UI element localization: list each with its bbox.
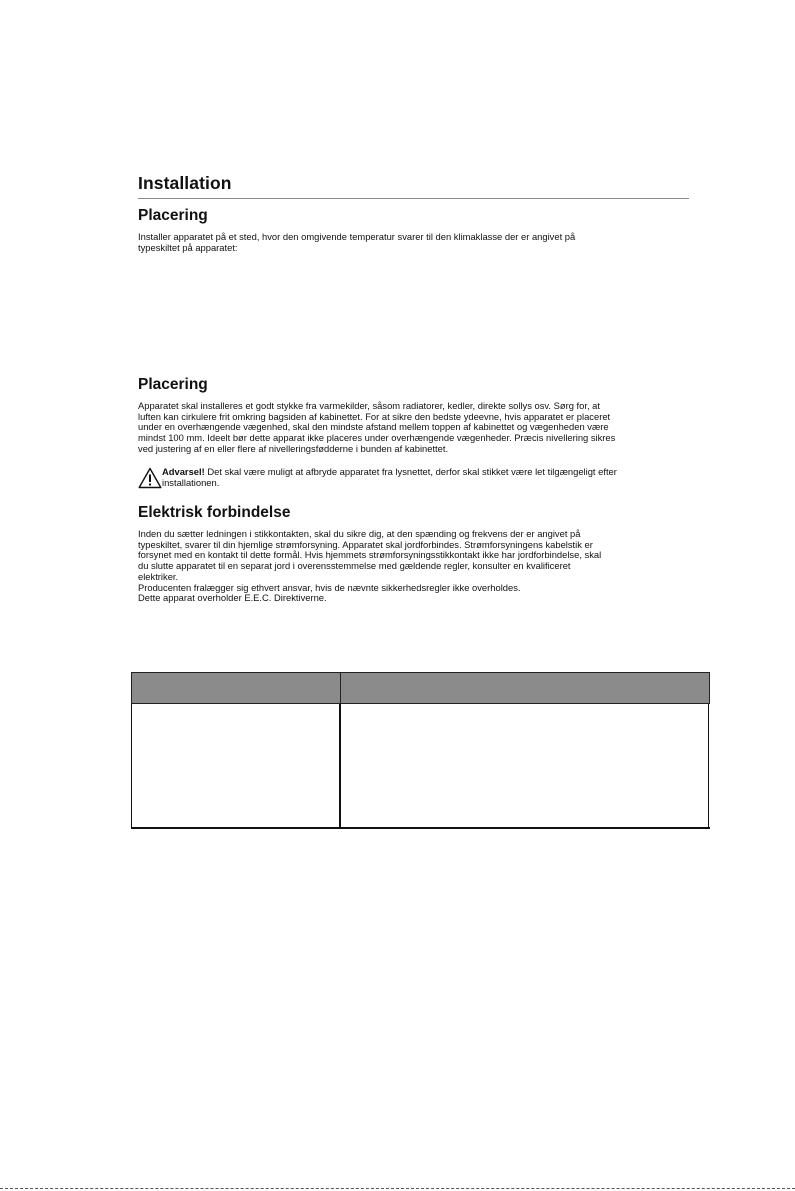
table-header-row <box>131 672 710 704</box>
section-paragraph-placering-2 <box>138 401 685 455</box>
table-column-divider <box>339 704 341 828</box>
warning-note <box>138 466 688 492</box>
section-paragraph-elektrisk-forbindelse <box>138 529 685 604</box>
page-title: Installation <box>138 173 232 193</box>
warning-label: Advarsel! <box>162 466 205 477</box>
warning-message: Det skal være muligt at afbryde apparatet fra lysnettet, derfor skal stikket være let tilgængeligt efter <box>204 466 617 477</box>
paragraph-line: mindst 100 mm. Ideelt bør dette apparat ikke placeres under overhængende vægenheder. Præcis nivellering sikres <box>138 432 616 444</box>
table-border-right <box>708 704 709 828</box>
warning-triangle-icon <box>138 467 162 489</box>
warning-text <box>162 466 688 488</box>
paragraph-line: luften kan cirkulere frit omkring bagsiden af kabinettet. For at sikre den bedste ydeevne, hvis apparatet er placeret <box>138 410 611 422</box>
warning-message-cont: installationen. <box>162 477 220 488</box>
section-heading-placering-1: Placering <box>138 207 208 224</box>
paragraph-line: Dette apparat overholder E.E.C. Direktiverne. <box>138 592 327 604</box>
table-border-bottom <box>131 827 710 829</box>
paragraph-line: du slutte apparatet til en separat jord i overensstemmelse med gældende regler, konsulter en kvalificeret <box>138 560 571 572</box>
paragraph-line: typeskiltet på apparatet: <box>138 241 238 253</box>
title-divider <box>138 198 689 199</box>
paragraph-line: Apparatet skal installeres et godt stykke fra varmekilder, såsom radiatorer, kedler, direkte sollys osv. Sørg for, at <box>138 400 600 411</box>
paragraph-line: under en overhængende vægenhed, skal den mindste afstand mellem toppen af kabinettet og vægenheden være <box>138 421 609 433</box>
section-heading-placering-2: Placering <box>138 376 208 393</box>
section-paragraph-placering-1 <box>138 232 685 253</box>
paragraph-line: ved justering af en eller flere af nivelleringsfødderne i bunden af kabinettet. <box>138 442 449 454</box>
paragraph-line: elektriker. <box>138 570 179 582</box>
paragraph-line: Inden du sætter ledningen i stikkontakten, skal du sikre dig, at den spænding og frekvens der er angivet på <box>138 528 581 539</box>
section-heading-elektrisk-forbindelse: Elektrisk forbindelse <box>138 504 291 521</box>
page-bottom-rule <box>0 1188 795 1189</box>
empty-table <box>131 672 710 830</box>
paragraph-line: Producenten fralægger sig ethvert ansvar, hvis de nævnte sikkerhedsregler ikke overholdes. <box>138 581 521 593</box>
paragraph-line: forsynet med en kontakt til dette formål. Hvis hjemmets strømforsyningsstikkontakt ikke har jordforbindelse, skal <box>138 549 602 561</box>
table-header-divider <box>340 673 341 705</box>
table-border-left <box>131 704 132 828</box>
paragraph-line: typeskiltet, svarer til din hjemlige strømforsyning. Apparatet skal jordforbindes. Strømforsyningens kabelstik er <box>138 538 593 550</box>
paragraph-line: Installer apparatet på et sted, hvor den omgivende temperatur svarer til den klimaklasse der er angivet på <box>138 231 576 242</box>
